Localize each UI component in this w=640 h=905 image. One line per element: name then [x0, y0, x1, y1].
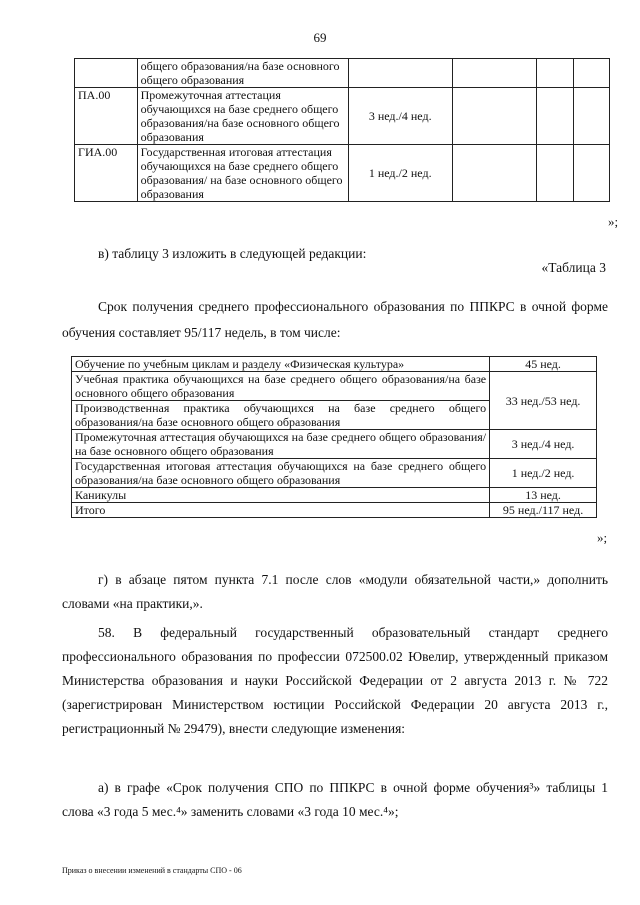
table-row: [72, 430, 597, 459]
table-cell-text: Обучение по учебным циклам и разделу «Физическая культура»: [72, 357, 490, 372]
table-row: [72, 488, 597, 503]
table-cell-value: 1 нед./2 нед.: [490, 459, 597, 488]
page-number: 69: [313, 30, 327, 45]
table-row: [72, 459, 597, 488]
table-cell-code: [75, 59, 138, 88]
table-cell-name: Промежуточная аттестация обучающихся на базе среднего общего образования/на базе основного общего образования: [137, 88, 348, 145]
paragraph-v: в) таблицу 3 изложить в следующей редакции:: [98, 246, 367, 261]
table-cell-duration: 1 нед./2 нед.: [348, 145, 452, 202]
footer-note: Приказ о внесении изменений в стандарты СПО - 06: [62, 866, 242, 875]
table-cell-empty: [452, 59, 537, 88]
table-cell-code: ПА.00: [75, 88, 138, 145]
table-cell-text: Государственная итоговая аттестация обучающихся на базе среднего общего образования/на базе основного общего образования: [72, 459, 490, 488]
table-cell-value: 3 нед./4 нед.: [490, 430, 597, 459]
table-cell-empty: [452, 145, 537, 202]
table-row: [75, 88, 610, 145]
table-cell-value: 13 нед.: [490, 488, 597, 503]
table-row: [75, 145, 610, 202]
table-cell-duration: 3 нед./4 нед.: [348, 88, 452, 145]
table-cell-empty: [573, 145, 609, 202]
closing-quote: »;: [597, 530, 608, 545]
table-cell-text: Производственная практика обучающихся на базе среднего общего образования/на базе основного общего образования: [72, 401, 490, 430]
table-cell-value: 95 нед./117 нед.: [490, 503, 597, 518]
table-cell-name: Государственная итоговая аттестация обучающихся на базе среднего общего образования/ на базе основного общего образования: [137, 145, 348, 202]
table-cell-value: 45 нед.: [490, 357, 597, 372]
table-row: [72, 503, 597, 518]
closing-quote: »;: [608, 214, 619, 229]
table-cell-text: Промежуточная аттестация обучающихся на базе среднего общего образования/на базе основного общего образования: [72, 430, 490, 459]
table-cell-duration: [348, 59, 452, 88]
table-cell-text: Итого: [72, 503, 490, 518]
table-cell-text: Каникулы: [72, 488, 490, 503]
paragraph-srok: Срок получения среднего профессионального образования по ППКРС в очной форме обучения составляет 95/117 недель, в том числе:: [62, 299, 608, 340]
table-cell-name: общего образования/на базе основного общего образования: [137, 59, 348, 88]
table-cell-value: 33 нед./53 нед.: [490, 372, 597, 430]
table-cell-empty: [452, 88, 537, 145]
table-cell-empty: [573, 59, 609, 88]
table-cell-empty: [573, 88, 609, 145]
table-cell-empty: [537, 59, 573, 88]
table-label: «Таблица 3: [541, 260, 606, 275]
paragraph-g: г) в абзаце пятом пункта 7.1 после слов «модули обязательной части,» дополнить словами «на практики,».: [62, 572, 608, 611]
table-row: [75, 59, 610, 88]
table-cell-empty: [537, 88, 573, 145]
paragraph-a: а) в графе «Срок получения СПО по ППКРС в очной форме обучения³» таблицы 1 слова «3 года 5 мес.⁴» заменить словами «3 года 10 мес.⁴»;: [62, 780, 608, 819]
table-cell-text: Учебная практика обучающихся на базе среднего общего образования/на базе основного общего образования: [72, 372, 490, 401]
table-cell-empty: [537, 145, 573, 202]
table-cell-code: ГИА.00: [75, 145, 138, 202]
table-row: [72, 372, 597, 401]
duration-table: [71, 356, 597, 518]
table-row: [72, 357, 597, 372]
curriculum-table-fragment: [74, 58, 610, 202]
paragraph-58: 58. В федеральный государственный образовательный стандарт среднего профессионального образования по профессии 072500.02 Ювелир, утвержденный приказом Министерства образования и науки Российской Федерации от 2 августа 2013 г. № 722 (зарегистрирован Министерством юстиции Российской Федерации 20 августа 2013 г., регистрационный № 29479), внести следующие изменения:: [62, 625, 608, 736]
